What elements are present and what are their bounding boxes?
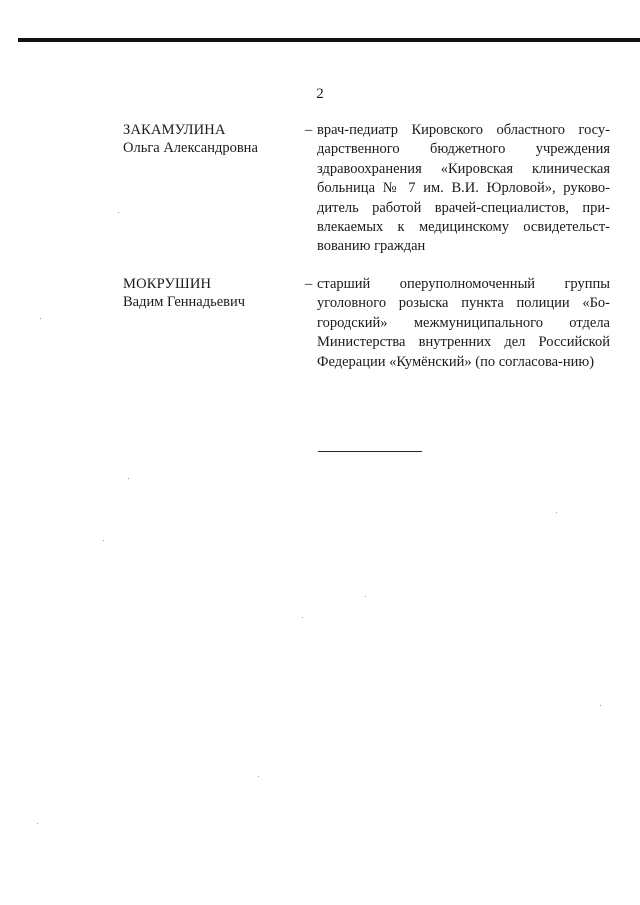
scan-speck <box>103 540 104 541</box>
member-name <box>123 121 303 157</box>
scan-speck <box>600 705 601 706</box>
member-name <box>123 275 303 311</box>
scan-speck <box>37 823 38 824</box>
scan-speck <box>365 596 366 597</box>
scan-speck <box>118 212 119 213</box>
member-role: врач-педиатр Кировского областного госу-дарственного бюджетного учреждения здравоохранения «Кировская клиническая больница № 7 им. В.И. Юрловой», руково-дитель работой врачей-специалистов, при-влекаемых к медицинскому освидетельст-вованию граждан <box>317 122 610 255</box>
scan-speck <box>40 318 41 319</box>
member-surname: МОКРУШИН <box>123 276 212 292</box>
scan-speck <box>302 617 303 618</box>
scan-speck <box>128 478 129 479</box>
top-border-line <box>18 38 640 42</box>
member-role: старший оперуполномоченный группы уголовного розыска пункта полиции «Бо-городский» межмуниципального отдела Министерства внутренних дел Российской Федерации «Кумёнский» (по согласова-нию) <box>317 276 610 370</box>
entry-dash: – <box>305 122 313 138</box>
page-number: 2 <box>316 86 324 102</box>
scan-speck <box>258 776 259 777</box>
member-given-names: Ольга Александровна <box>123 140 258 156</box>
entry-dash: – <box>305 276 313 292</box>
end-of-list-rule <box>318 451 422 452</box>
scan-speck <box>556 512 557 513</box>
member-given-names: Вадим Геннадьевич <box>123 294 246 310</box>
member-surname: ЗАКАМУЛИНА <box>123 122 226 138</box>
